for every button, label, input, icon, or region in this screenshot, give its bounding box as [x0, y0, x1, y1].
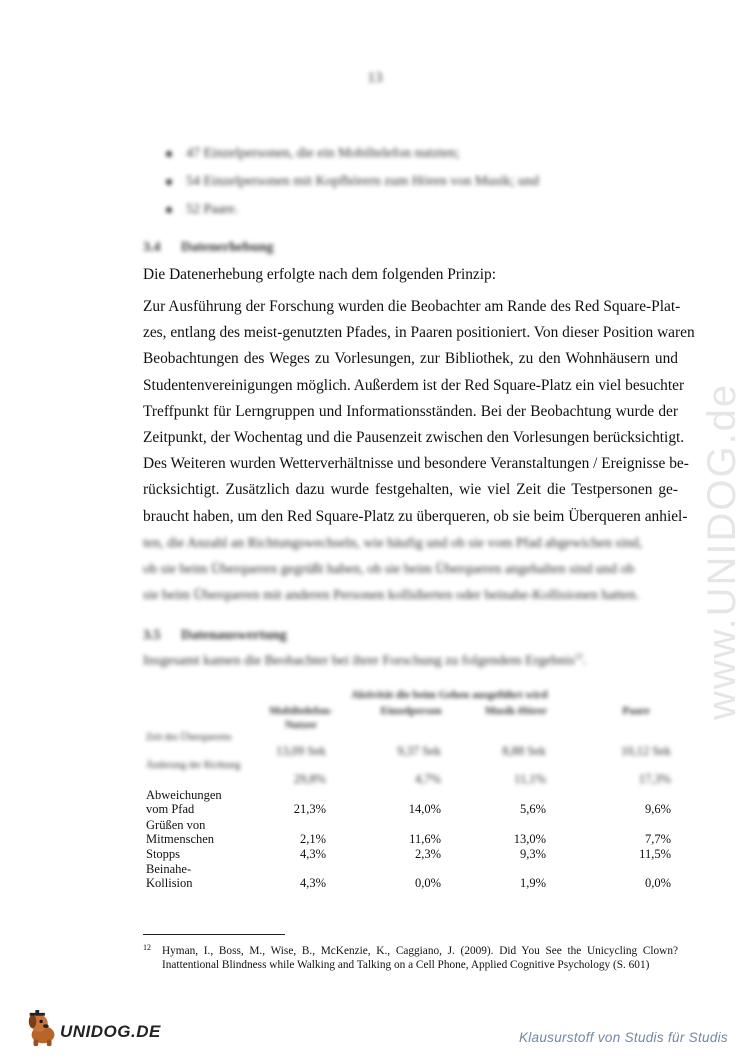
table-cell: 2,1%	[299, 832, 326, 846]
column-header: Paare	[622, 705, 650, 717]
watermark: www.UNIDOG.de	[700, 382, 744, 720]
table-cell: 21,3%	[293, 802, 326, 816]
row-label-line: vom Pfad	[146, 802, 195, 816]
bullet-text: 52 Paare.	[186, 202, 239, 217]
bullet-list	[158, 144, 539, 228]
page-number: 13	[367, 70, 383, 86]
section-3-5-intro: Insgesamt kamen die Beobachter bei ihrer Forschung zu folgendem Ergebnis$^{12}$.	[143, 652, 587, 669]
footnote-text: Hyman, I., Boss, M., Wise, B., McKenzie, K., Caggiano, J. (2009). Did You See the Unicycling Clown? Inattentional Blindness while Walking and Talking on a Cell Phone, Applied Cognitive Psychology (S. 601)	[162, 945, 678, 971]
table-group-header: Aktivität die beim Gehen ausgeführt wird	[351, 689, 548, 701]
row-label-line: Mitmenschen	[146, 832, 215, 846]
section-number: 3.5	[143, 628, 161, 643]
paragraph-line: ten, die Anzahl an Richtungswechseln, wie häufig und ob sie vom Pfad abgewichen sind,	[143, 536, 643, 551]
section-title: Datenauswertung	[181, 628, 287, 643]
table-cell: 29,8%	[293, 772, 326, 786]
table-cell: 0,0%	[644, 876, 671, 890]
table-cell: 13,0%	[513, 832, 546, 846]
main-paragraph	[143, 294, 695, 530]
paragraph-line: Zur Ausführung der Forschung wurden die Beobachter am Rande des Red Square-Plat-	[143, 298, 681, 315]
section-heading-3-5	[143, 628, 287, 644]
row-label-line: Kollision	[146, 876, 193, 890]
intro-sentence: Die Datenerhebung erfolgte nach dem folgenden Prinzip:	[143, 266, 497, 283]
row-label-line: Stopps	[146, 847, 181, 861]
column-header: Musik-Hörer	[484, 705, 548, 717]
paragraph-line: Treffpunkt für Lerngruppen und Informationsständen. Bei der Beobachtung wurde der	[143, 402, 678, 420]
row-label	[146, 862, 246, 890]
table-cell: 0,0%	[414, 876, 441, 890]
table-cell: 8,88 Sek	[502, 744, 546, 758]
paragraph-line: Des Weiteren wurden Wetterverhältnisse und besondere Veranstaltungen / Ereignisse be-	[143, 455, 689, 473]
table-cell: 9,3%	[519, 847, 546, 861]
table-cell: 9,6%	[644, 802, 671, 816]
table-cell: 14,0%	[408, 802, 441, 816]
bullet-item	[158, 172, 539, 200]
table-cell: 11,1%	[514, 772, 546, 786]
table-cell: 11,5%	[639, 847, 671, 861]
intro-text: Insgesamt kamen die Beobachter bei ihrer Forschung zu folgendem Ergebnis	[143, 653, 575, 669]
row-label	[146, 788, 246, 816]
paragraph-line: Beobachtungen des Weges zu Vorlesungen, zur Bibliothek, zu den Wohnhäusern und	[143, 350, 678, 368]
paragraph-line: zes, entlang des meist-genutzten Pfades, in Paaren positioniert. Von dieser Position waren	[143, 324, 695, 342]
footnote	[143, 944, 678, 972]
table-cell: 4,3%	[299, 847, 326, 861]
row-label	[146, 818, 246, 846]
paragraph-line: ob sie beim Überqueren gegrüßt haben, ob sie beim Überqueren angehalten sind und ob	[143, 562, 635, 578]
unidog-logo[interactable]	[20, 1010, 160, 1050]
table-cell: 1,9%	[519, 876, 546, 890]
table-cell: 11,6%	[409, 832, 441, 846]
bullet-item	[158, 144, 539, 172]
table-cell: 9,37 Sek	[397, 744, 441, 758]
row-label: Zeit des Überquerens	[146, 732, 232, 743]
footnote-mark: 12	[143, 943, 151, 952]
paragraph-line: Studentenvereinigungen möglich. Außerdem ist der Red Square-Platz ein viel besuchter	[143, 376, 685, 394]
table-cell: 10,12 Sek	[621, 744, 671, 758]
paragraph-line: Zeitpunkt, der Wochentag und die Pausenzeit zwischen den Vorlesungen berücksichtigt.	[143, 428, 685, 446]
table-cell: 17,3%	[638, 772, 671, 786]
dog-mascot-icon	[24, 1010, 62, 1048]
row-label: Änderung der Richtung	[146, 760, 241, 771]
table-cell: 2,3%	[414, 847, 441, 861]
row-label-line: Beinahe-	[146, 862, 192, 876]
row-label	[146, 847, 246, 861]
table-cell: 4,3%	[299, 876, 326, 890]
section-title: Datenerhebung	[181, 240, 274, 255]
table-cell: 13,09 Sek	[276, 744, 326, 758]
column-header: Mobiltelefon-Nutzer	[269, 705, 333, 731]
table-cell: 7,7%	[644, 832, 671, 846]
footnote-separator	[143, 934, 285, 935]
section-number: 3.4	[143, 240, 161, 255]
paragraph-line: braucht haben, um den Red Square-Platz zu überqueren, ob sie beim Überqueren anhiel-	[143, 507, 688, 525]
row-label-line: Abweichungen	[146, 788, 222, 802]
footnote-reference[interactable]: 12	[574, 652, 583, 661]
paragraph-line: sie beim Überqueren mit anderen Personen kollidierten oder beinahe-Kollisionen hatten.	[143, 588, 640, 604]
bullet-item	[158, 200, 539, 228]
bullet-dot	[166, 207, 172, 213]
logo-text: UNIDOG.DE	[60, 1022, 161, 1041]
tagline: Klausurstoff von Studis für Studis	[518, 1030, 728, 1045]
row-label-line: Grüßen von	[146, 818, 206, 832]
bullet-text: 47 Einzelpersonen, die ein Mobiltelefon nutzten;	[186, 146, 460, 161]
bullet-dot	[166, 151, 172, 157]
section-heading-3-4	[143, 240, 274, 256]
column-header: Einzelperson	[380, 705, 442, 717]
paragraph-line: rücksichtigt. Zusätzlich dazu wurde festgehalten, wie viel Zeit die Testpersonen ge-	[143, 481, 678, 499]
bullet-dot	[166, 179, 172, 185]
table-cell: 4,7%	[414, 772, 441, 786]
bullet-text: 54 Einzelpersonen mit Kopfhörern zum Hören von Musik; und	[186, 174, 540, 189]
table-cell: 5,6%	[519, 802, 546, 816]
blurred-paragraph	[143, 531, 678, 610]
